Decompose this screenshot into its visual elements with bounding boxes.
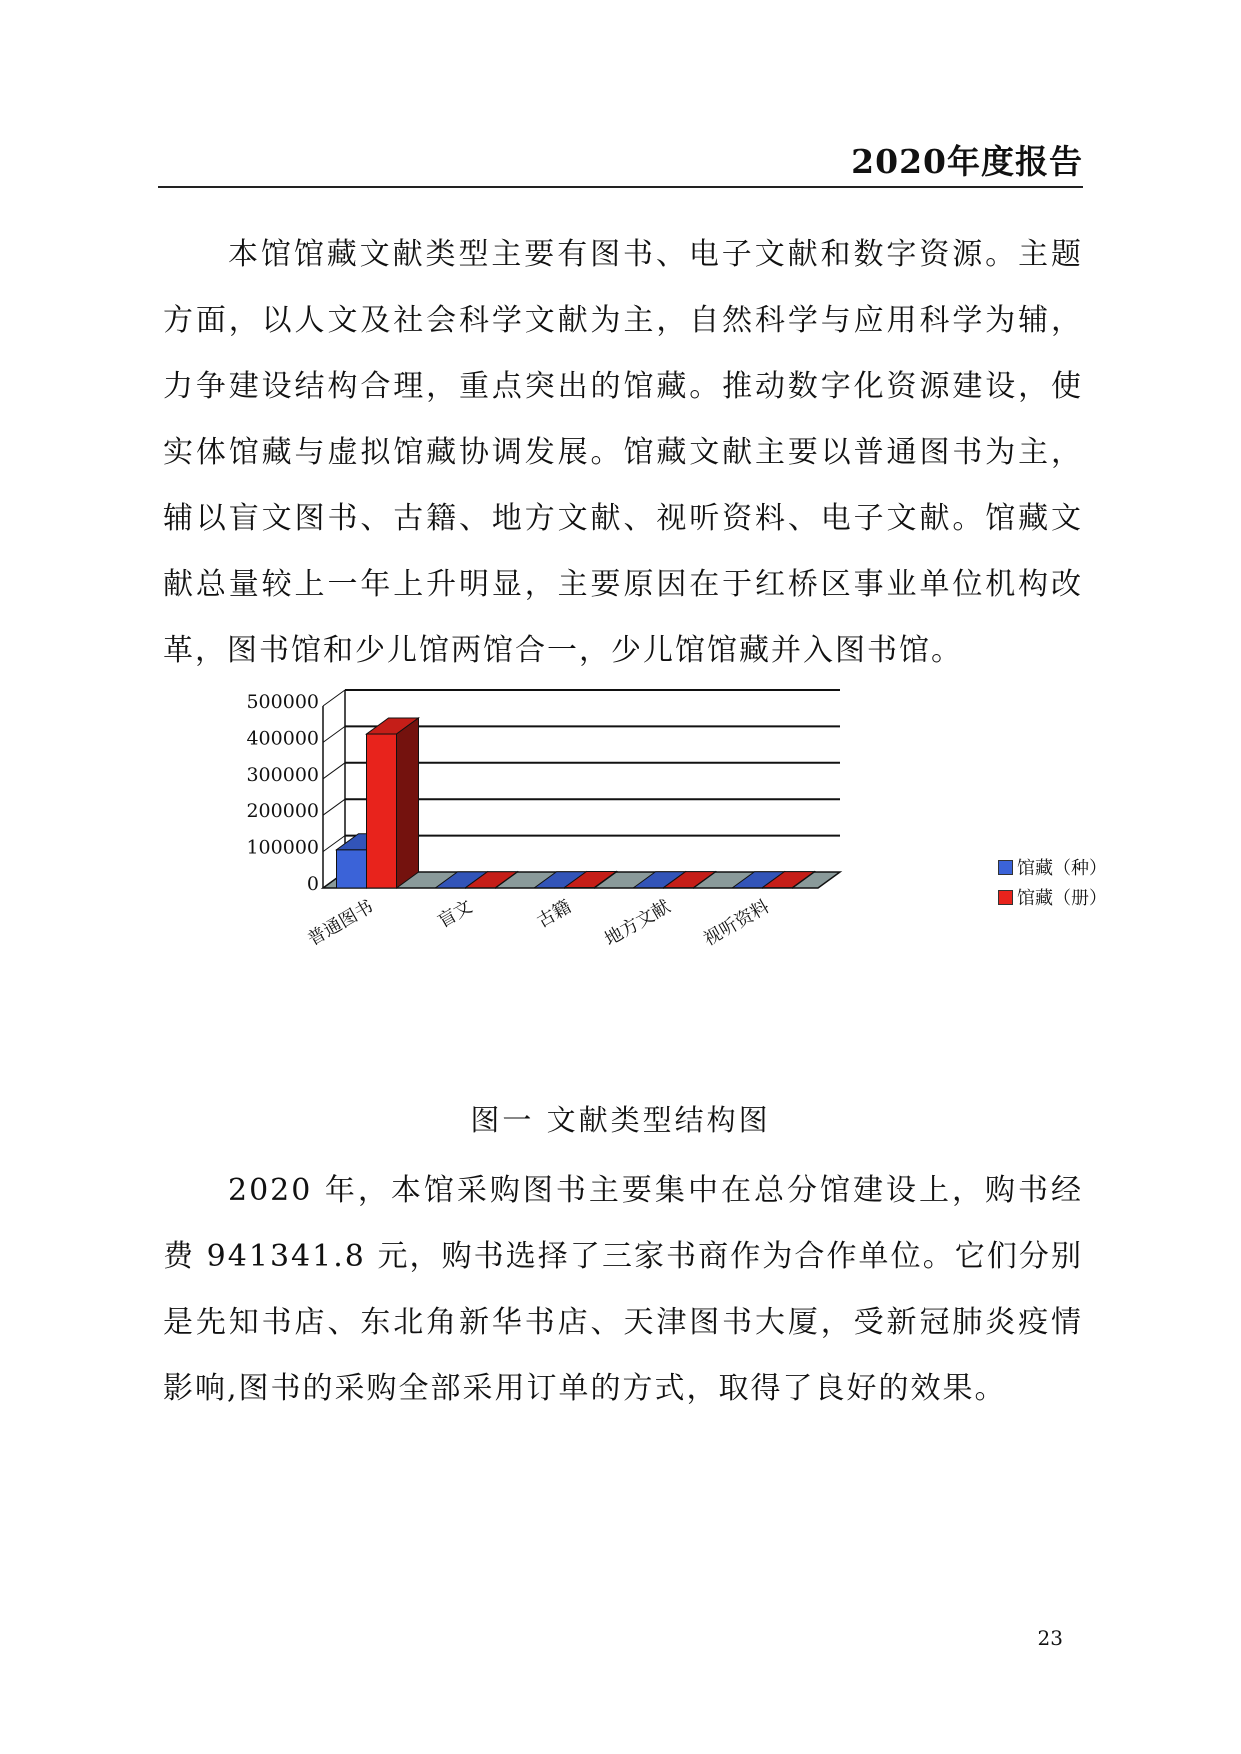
literature-type-chart <box>228 688 1008 988</box>
page-number: 23 <box>1037 1626 1063 1650</box>
x-tick-label: 地方文献 <box>601 896 674 951</box>
header-divider <box>158 186 1083 188</box>
bar-side <box>397 718 419 888</box>
y-tick-label: 0 <box>306 873 319 895</box>
x-tick-label: 视听资料 <box>700 896 773 951</box>
legend-item-kinds <box>998 852 1107 882</box>
header-title: 2020年度报告 <box>851 142 1083 181</box>
x-tick-label: 盲文 <box>434 896 476 933</box>
y-tick-label: 200000 <box>246 800 319 823</box>
x-tick-label: 古籍 <box>533 896 575 933</box>
x-tick-label: 普通图书 <box>304 896 377 951</box>
legend-item-volumes <box>998 882 1107 912</box>
paragraph-collection-types: 本馆馆藏文献类型主要有图书、电子文献和数字资源。主题方面，以人文及社会科学文献为主，自然科学与应用科学为辅，力争建设结构合理，重点突出的馆藏。推动数字化资源建设，使实体馆藏与虚拟馆藏协调发展。馆藏文献主要以普通图书为主，辅以盲文图书、古籍、地方文献、视听资料、电子文献。馆藏文献总量较上一年上升明显，主要原因在于红桥区事业单位机构改革，图书馆和少儿馆两馆合一，少儿馆馆藏并入图书馆。 <box>163 237 1083 668</box>
bar-front <box>367 734 397 888</box>
legend-swatch-kinds <box>998 860 1013 875</box>
y-tick-label: 400000 <box>246 727 319 750</box>
chart-legend <box>998 852 1107 912</box>
legend-swatch-volumes <box>998 890 1013 905</box>
y-tick-label: 300000 <box>246 763 319 786</box>
bar-front <box>337 850 367 888</box>
y-tick-label: 100000 <box>246 836 319 859</box>
gridline-depth <box>323 763 345 779</box>
figure-caption: 图一 文献类型结构图 <box>470 1103 771 1137</box>
legend-label-kinds: 馆藏（种） <box>1017 858 1107 879</box>
legend-label-volumes: 馆藏（册） <box>1017 888 1107 909</box>
gridline-depth <box>323 726 345 742</box>
gridline-depth <box>323 690 345 706</box>
paragraph-book-purchasing: 2020 年，本馆采购图书主要集中在总分馆建设上，购书经费 941341.8 元，购书选择了三家书商作为合作单位。它们分别是先知书店、东北角新华书店、天津图书大厦，受新冠肺炎疫情影响,图书的采购全部采用订单的方式，取得了良好的效果。 <box>163 1173 1083 1406</box>
gridline-depth <box>323 799 345 815</box>
y-tick-label: 500000 <box>246 691 319 713</box>
